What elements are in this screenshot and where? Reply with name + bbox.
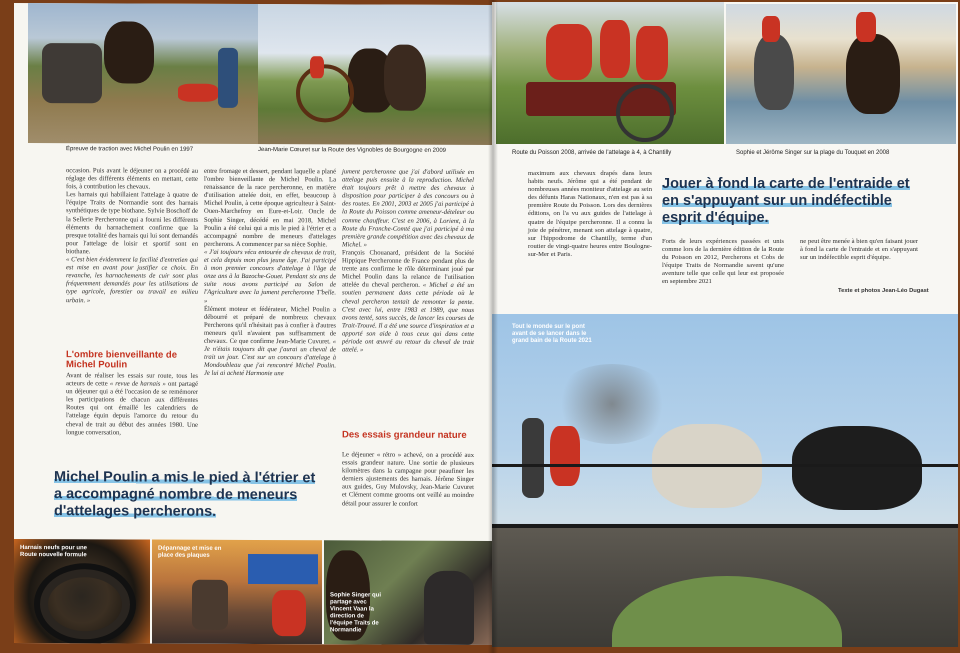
horse-shape (384, 45, 426, 111)
caption-poisson: Route du Poisson 2008, arrivée de l'attelage à 4, à Chantilly (512, 150, 672, 156)
italic-span: « Je n'étais toujours dit que j'aurai un cheval de trait un jour. C'est sur un concours d'attelage à Mondoubleau que j'ai rencontré Michel Poulin. Je lui ai acheté Harmonie une (204, 338, 336, 378)
red-bag-shape (178, 84, 218, 102)
caption-sophie: Sophie Singer qui partage avec Vincent Vaan la direction de l'équipe Traits de Normandie (330, 592, 382, 634)
paragraph (204, 305, 336, 378)
person-shape (424, 571, 474, 645)
italic-span: « Michel a été un soutien permanent dans cette période où le cheval percheron tentait de remonter la pente. C'est avec lui, entre 1983 et 1989, que nous avons tenté, sans succès, de lancer les courses de Trait-Trouvé. Il a été une source d'inspiration et a apporté son aide à tous ceux qui dans cette période ont œuvré au retour du cheval de trait attelé. » (342, 282, 474, 354)
horse-shape (754, 34, 794, 110)
pull-quote-text: en s'appuyant sur un indéfectible (662, 193, 892, 209)
pull-quote-text: d'attelages percherons. (54, 503, 217, 520)
rider-shape (856, 12, 876, 42)
pull-quote-left (54, 469, 344, 521)
bridge-railing (492, 464, 958, 467)
pull-quote-line (662, 193, 952, 210)
paragraph: Le déjeuner « rétro » achevé, on a procédé aux essais grandeur nature. Une sortie de plusieurs kilomètres dans la campagne pour peaufiner les derniers ajustements des harnais. Jérôme Singer aux guides, Guy Mulovsky, Jean-Marie Cuvuret et Clément comme grooms ont veillé au moindre détail pour assurer le confort (342, 451, 474, 508)
photo-traction-1997 (28, 3, 270, 144)
heading-essais-grandeur-nature: Des essais grandeur nature (342, 429, 467, 441)
photo-depannage (152, 540, 322, 645)
text-span: Élément moteur et fédérateur, Michel Poulin a débourré et préparé de nombreux chevaux Percherons qu'il n'hésitait pas à confier à d'autres meneurs qu'il n'avaient pas suffisamment de chevaux. Ce que confirme Jean-Marie Cuvuret. (204, 305, 336, 346)
paragraph: Les harnais qui habillaient l'attelage à quatre de l'équipe Traits de Normandie sont des harnais synthétiques de type biothane. Sylvie Boschoff de la Sellerie Percheronne qui a fourni les différents éléments du harnachement confirme que la presque totalité des harnais qui lui sont demandés pour l'attelage de loisir et sportif sont en biothane. (66, 191, 198, 256)
pull-quote-line (54, 486, 344, 504)
heading-ombre-bienveillante: L'ombre bienveillante de Michel Poulin (66, 349, 178, 371)
right-column-2 (662, 238, 784, 287)
rider-shape (762, 16, 780, 42)
photo-harnais-neufs (14, 539, 150, 644)
left-page (14, 3, 492, 645)
wheel-shape (296, 64, 354, 122)
caption-traction: Épreuve de traction avec Michel Poulin en 1997 (66, 146, 194, 153)
pull-quote-text: esprit d'équipe. (662, 210, 769, 226)
text-span: Avant de réaliser les essais sur route, tous les acteurs de cette (66, 372, 198, 388)
photo-sophie-singer (324, 540, 492, 645)
pull-quote-line (662, 176, 952, 193)
caption-touquet: Sophie et Jérôme Singer sur la plage du Touquet en 2008 (736, 150, 890, 156)
photo-pont-route-2021 (492, 314, 958, 647)
quote-paragraph: jument percheronne que j'ai d'abord utilisée en attelage puis ensuite à la reproduction. Michel était toujours prêt à mettre des chevaux à disposition pour participer à des concours ou à des routes. En 2001, 2003 et 2005 j'ai participé à la Route du Poisson comme ameneur-dételeur ou comme chauffeur. C'est en 2006, à Lorient, à la Route du Franche-Comté que j'ai participé à ma première grande compétition avec des chevaux de Michel. » (342, 168, 474, 249)
caption-pont: Tout le monde sur le pont avant de se lancer dans le grand bain de la Route 2021 (512, 324, 592, 344)
person-shape (600, 20, 630, 78)
italic-span: « revue de harnais » (109, 380, 166, 388)
pull-quote-right (662, 176, 952, 227)
photo-vignobles-2009 (258, 4, 492, 145)
black-horse-shape (792, 426, 922, 510)
paragraph: ne peut être menée à bien qu'en faisant jouer à fond la carte de l'entraide et en s'appuyant sur un indéfectible esprit d'équipe. (800, 238, 918, 262)
pull-quote-line (54, 503, 344, 521)
person-shape (522, 418, 544, 498)
caption-vignobles: Jean-Marie Cœuret sur la Route des Vignobles de Bourgogne en 2009 (258, 147, 447, 154)
text-span: François Chouanard, président de la Société Hippique Percheronne de France pendant plus de trente ans confirme le rôle déterminant joué par Michel Poulin dans la relance de l'utilisation attelée du cheval percheron. (342, 249, 474, 290)
paragraph: occasion. Puis avant le déjeuner on a procédé au réglage des différents éléments en mettant, cette fois, à contribution les chevaux. (66, 167, 198, 191)
quote-paragraph: « J'ai toujours vécu entourée de chevaux de trait, et cela depuis mon plus jeune âge. J'ai participé à mon premier concours d'attelage à l'âge de onze ans à la Bazoche-Gouet. Pendant six ans de suite nous avons participé au Salon de l'Agriculture avec la jument percheronne T'belle. » (204, 248, 336, 305)
crowd-shape (42, 43, 102, 103)
caption-harnais: Harnais neufs pour une Route nouvelle formule (20, 544, 88, 559)
driver-shape (310, 56, 324, 78)
spine-shadow (488, 0, 498, 653)
pull-quote-line (662, 210, 952, 227)
truck-shape (248, 554, 318, 584)
left-column-2 (204, 168, 336, 379)
harness-coil-shape (34, 563, 136, 644)
paragraph: entre fromage et dessert, pendant laquelle a plané l'ombre bienveillante de Michel Poulin. La renaissance de la race percheronne, en matière d'utilisation attelée doit, en effet, beaucoup à Michel Poulin, à cette époque agriculteur à Saint-Ouen-Marchefroy en Eure-et-Loir. Oncle de Sophie Singer, décédé en mai 2018, Michel Poulin a été celui qui a mis le pied à l'étrier et a accompagné nombre de meneurs d'attelages percherons. A commencer par sa nièce Sophie. (204, 167, 336, 249)
photo-credit: Texte et photos Jean-Léo Dugast (838, 288, 929, 294)
pull-quote-text: a accompagné nombre de meneurs (54, 486, 298, 504)
paragraph: Forts de leurs expériences passées et unis comme lors de la dernière édition de la Route du Poisson en 2012, Percherons et Cobs de l'équipe Traits de Normandie savent qu'une aventure telle que celle qui leur est proposée en septembre 2021 (662, 238, 784, 286)
quote-paragraph: « C'est bien évidemment la facilité d'entretien qui est mise en avant pour justifier ce choix. En revanche, les harnachements de cuir sont plus fréquemment demandés pour les utilisations de type agricole, forestier ou travail en milieu urbain. » (66, 256, 198, 304)
person-shape (550, 426, 580, 486)
paragraph (342, 249, 474, 355)
text-span: ont partagé un déjeuner qui a été l'occasion de se remémorer les participations de chacun aux différentes Routes qui ont émaillé les calendriers de l'attelage équin depuis l'amorce du retour du cheval de trait au début des années 1980. Une longue conversation, (66, 380, 199, 437)
left-column-3 (342, 168, 474, 355)
photo-route-du-poisson-2008 (496, 2, 724, 144)
horse-shape (104, 21, 154, 83)
horse-shape (846, 34, 900, 114)
photo-plage-touquet-2008 (726, 4, 956, 144)
right-column-3 (800, 238, 918, 262)
person-shape (192, 580, 228, 630)
left-column-1 (66, 167, 198, 305)
paragraph: maximum aux chevaux drapés dans leurs habits neufs. Jérôme qui a été pendant de nombreuses années moniteur d'attelage au sein des défunts Haras Nationaux, n'en est pas à sa première Route du Poisson. Lors des dernières éditions, on l'a vu aux guides de l'attelage à quatre de l'équipe percheronne. Il a connu la joie de pénétrer, menant son attelage à quatre, sur l'hippodrome de Chantilly, terme d'un routier de vingt-quatre heures entre Boulogne-sur-Mer et Paris. (528, 170, 652, 258)
paragraph (66, 372, 198, 437)
pull-quote-text: Jouer à fond la carte de l'entraide et (662, 176, 910, 192)
left-column-3-bottom (342, 451, 474, 508)
person-shape (546, 24, 592, 80)
wheel-shape (616, 84, 674, 142)
pull-quote-text: Michel Poulin a mis le pied à l'étrier et (54, 469, 316, 487)
pull-quote-line (54, 469, 344, 487)
person-shape (272, 590, 306, 636)
left-column-1-bottom (66, 372, 198, 437)
caption-depannage: Dépannage et mise en place des plaques (158, 545, 222, 559)
person-shape (218, 48, 238, 108)
person-shape (636, 26, 668, 80)
right-column-1 (528, 170, 652, 259)
right-page (492, 2, 958, 647)
